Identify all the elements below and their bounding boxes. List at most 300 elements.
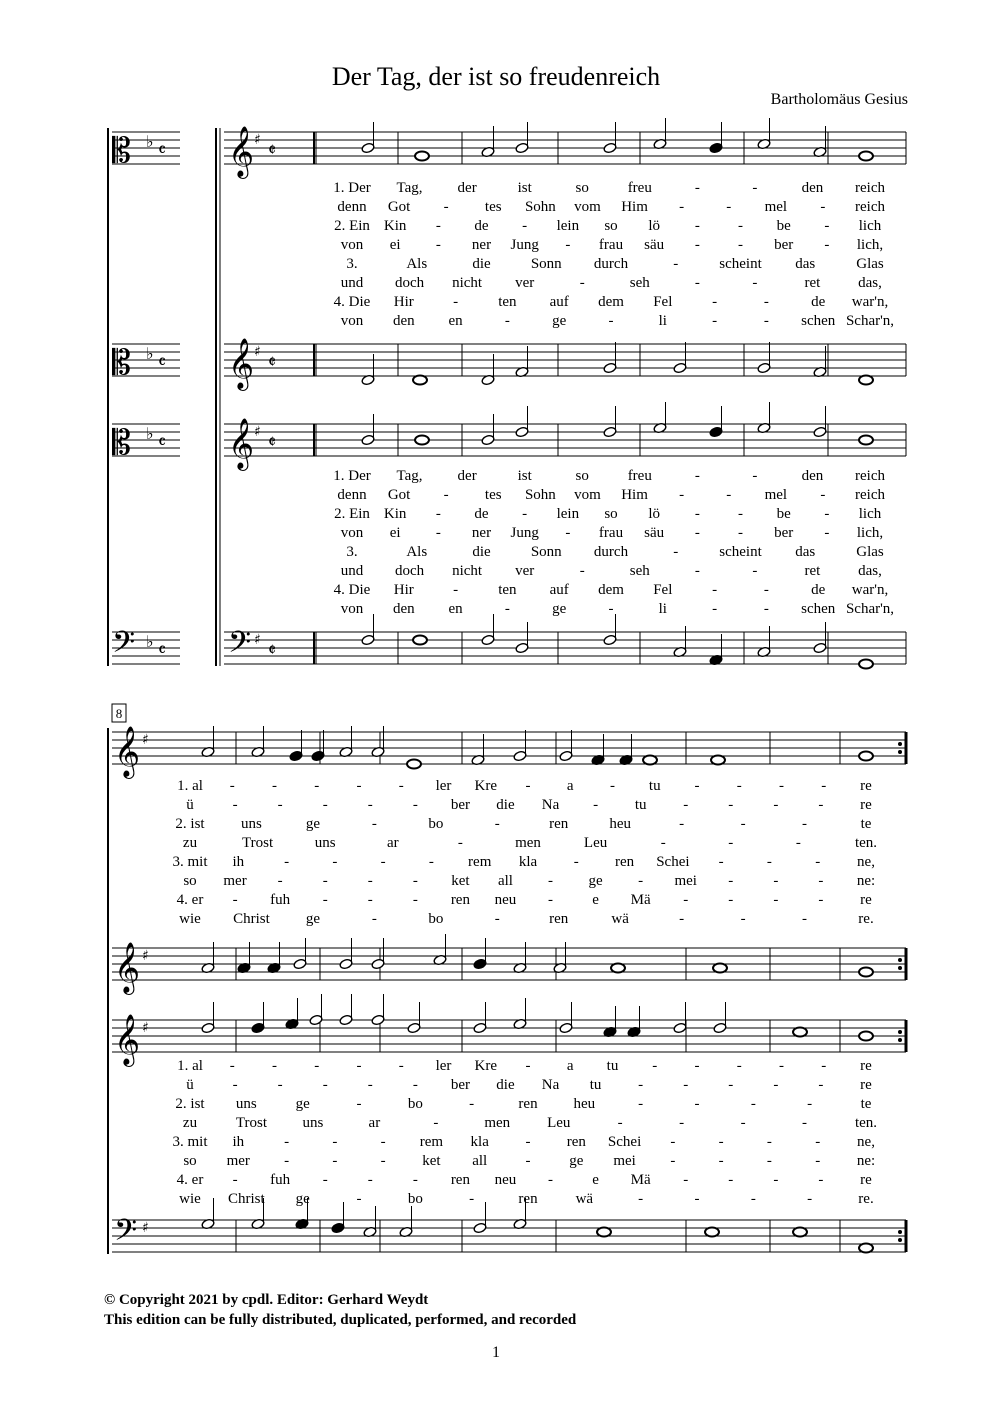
lyric-syllable: Sonn xyxy=(530,256,562,272)
lyric-syllable: wä xyxy=(575,1191,594,1207)
lyric-syllable: lö xyxy=(648,506,661,522)
note-head xyxy=(311,750,325,762)
note-head xyxy=(371,958,385,970)
lyric-syllable: von xyxy=(340,237,364,253)
g-clef-icon: 𝄞 xyxy=(114,1014,141,1065)
note xyxy=(339,994,353,1026)
lyric-syllable: Got xyxy=(387,199,411,215)
note xyxy=(603,406,617,438)
lyric-syllable: Schar'n, xyxy=(845,601,895,617)
lyric-syllable: - xyxy=(694,1096,700,1112)
lyric-syllable: schen xyxy=(801,313,836,329)
note xyxy=(513,998,527,1030)
lyric-syllable: - xyxy=(766,1153,772,1169)
note xyxy=(515,346,529,378)
note xyxy=(433,934,447,966)
note-head xyxy=(559,750,573,762)
lyric-syllable: tu xyxy=(634,797,647,813)
note xyxy=(757,626,771,658)
f-clef-icon: 𝄢 xyxy=(112,626,136,667)
lyric-syllable: durch xyxy=(593,544,629,560)
lyric-syllable: 2. ist xyxy=(175,816,205,832)
lyric-syllable: bo xyxy=(428,816,444,832)
lyric-syllable: mei xyxy=(613,1153,636,1169)
whole-note xyxy=(413,376,427,385)
note-head xyxy=(481,634,495,646)
lyric-syllable: den xyxy=(801,468,824,484)
note xyxy=(481,614,495,646)
lyric-syllable: - xyxy=(380,1153,386,1169)
lyric-syllable: Na xyxy=(541,1077,560,1093)
note xyxy=(709,634,723,666)
note-head xyxy=(515,142,529,154)
lyric-syllable: der xyxy=(457,468,477,484)
lyric-syllable: - xyxy=(763,582,769,598)
lyric-syllable: fuh xyxy=(270,1172,291,1188)
lyric-syllable: ten. xyxy=(854,1115,878,1131)
lyric-syllable: - xyxy=(818,873,824,889)
lyric-syllable: - xyxy=(726,199,732,215)
lyric-syllable: - xyxy=(412,892,418,908)
note xyxy=(201,942,215,974)
note xyxy=(559,730,573,762)
lyric-syllable: seh xyxy=(629,275,650,291)
note xyxy=(713,1002,727,1034)
lyric-syllable: - xyxy=(694,778,700,794)
lyric-syllable: re. xyxy=(858,911,874,927)
note-head xyxy=(513,750,527,762)
lyric-syllable: be xyxy=(776,218,791,234)
lyric-syllable: - xyxy=(821,1058,827,1074)
lyric-syllable: mel xyxy=(764,487,788,503)
note xyxy=(813,346,827,378)
lyric-syllable: Hir xyxy=(393,294,414,310)
lyric-syllable: so xyxy=(575,180,589,196)
lyric-syllable: Trost xyxy=(242,835,274,851)
g-clef-icon: 𝄞 xyxy=(114,726,141,777)
lyric-syllable: - xyxy=(773,892,779,908)
lyric-syllable: - xyxy=(504,601,510,617)
lyric-syllable: ren xyxy=(549,816,569,832)
lyric-syllable: - xyxy=(694,468,700,484)
lyric-syllable: a xyxy=(566,778,574,794)
lyric-syllable: - xyxy=(824,525,830,541)
lyric-syllable: ner xyxy=(471,525,492,541)
lyric-syllable: Fel xyxy=(653,294,673,310)
lyric-syllable: - xyxy=(322,873,328,889)
lyric-syllable: von xyxy=(340,601,364,617)
lyric-syllable: ren xyxy=(450,892,470,908)
lyric-syllable: Als xyxy=(406,544,428,560)
g-clef-icon: 𝄞 xyxy=(228,338,255,389)
lyric-syllable: re xyxy=(860,797,872,813)
lyric-syllable: uns xyxy=(314,835,336,851)
lyric-syllable: - xyxy=(617,1115,623,1131)
lyric-syllable: mei xyxy=(674,873,697,889)
whole-note xyxy=(711,756,725,765)
lyric-syllable: - xyxy=(807,1096,813,1112)
lyric-syllable: - xyxy=(712,313,718,329)
lyric-syllable: 3. mit xyxy=(172,1134,208,1150)
note-head xyxy=(201,1022,215,1034)
footer xyxy=(104,1290,576,1330)
clefs xyxy=(112,126,276,1255)
lyric-syllable: - xyxy=(820,487,826,503)
note xyxy=(371,994,385,1026)
lyric-syllable: schen xyxy=(801,601,836,617)
lyric-syllable: en xyxy=(448,313,463,329)
lyric-syllable: Christ xyxy=(233,911,270,927)
note xyxy=(237,942,251,974)
lyric-syllable: das xyxy=(795,256,816,272)
f-clef-icon: 𝄢 xyxy=(228,626,252,667)
lyric-syllable: uns xyxy=(302,1115,324,1131)
lyric-syllable: tu xyxy=(606,1058,619,1074)
lyric-syllable: ü xyxy=(186,1077,194,1093)
lyric-syllable: die xyxy=(496,1077,515,1093)
lyric-syllable: kla xyxy=(470,1134,489,1150)
repeat-dot xyxy=(899,1231,902,1234)
lyric-syllable: e xyxy=(592,892,599,908)
lyric-syllable: Sonn xyxy=(530,544,562,560)
lyric-syllable: doch xyxy=(394,275,425,291)
note xyxy=(709,122,723,154)
lyric-syllable: - xyxy=(548,892,554,908)
lyric-syllable: - xyxy=(608,313,614,329)
note xyxy=(399,1206,413,1238)
repeat-dot xyxy=(899,743,902,746)
lyric-syllable: ber xyxy=(450,1077,470,1093)
lyric-syllable: 1. al xyxy=(177,778,203,794)
lyric-syllable: ih xyxy=(232,1134,245,1150)
note-head xyxy=(473,1222,487,1234)
lyric-syllable: - xyxy=(284,1153,290,1169)
lyric-syllable: ge xyxy=(295,1191,310,1207)
lyric-syllable: - xyxy=(435,506,441,522)
lyric-syllable: Schei xyxy=(607,1134,642,1150)
lyric-syllable: - xyxy=(565,525,571,541)
lyric-syllable: - xyxy=(738,237,743,253)
note-head xyxy=(559,1022,573,1034)
note xyxy=(285,998,299,1030)
repeat-dot xyxy=(899,959,902,962)
lyric-syllable: lein xyxy=(556,218,580,234)
lyric-syllable: - xyxy=(773,797,779,813)
lyric-syllable: - xyxy=(565,237,571,253)
lyric-syllable: - xyxy=(694,237,700,253)
lyric-syllable: ret xyxy=(804,563,821,579)
sharp-icon: ♯ xyxy=(142,1220,149,1236)
lyric-syllable: - xyxy=(683,797,689,813)
lyric-syllable: 3. mit xyxy=(172,854,208,870)
whole-note xyxy=(643,756,657,765)
lyric-syllable: scheint xyxy=(719,256,762,272)
lyric-syllable: ge xyxy=(305,816,320,832)
lyric-syllable: - xyxy=(277,1077,283,1093)
lyric-syllable: ren xyxy=(450,1172,470,1188)
lyric-syllable: ei xyxy=(389,525,401,541)
flat-icon: ♭ xyxy=(146,632,154,651)
lyric-syllable: ne: xyxy=(856,1153,876,1169)
lyric-syllable: und xyxy=(340,563,364,579)
flat-icon: ♭ xyxy=(146,132,154,151)
lyric-syllable: - xyxy=(718,1153,724,1169)
note-head xyxy=(361,142,375,154)
note xyxy=(473,1202,487,1234)
note xyxy=(289,730,303,762)
note xyxy=(293,938,307,970)
note-head xyxy=(603,362,617,374)
lyric-syllable: - xyxy=(670,1134,676,1150)
lyric-syllable: von xyxy=(340,313,364,329)
lyric-syllable: men xyxy=(484,1115,511,1131)
lyric-syllable: reich xyxy=(855,487,885,503)
lyric-syllable: Mä xyxy=(630,1172,651,1188)
lyric-syllable: doch xyxy=(394,563,425,579)
lyric-syllable: - xyxy=(728,873,734,889)
lyric-syllable: - xyxy=(679,816,685,832)
sharp-icon: ♯ xyxy=(254,132,261,148)
lyric-syllable: - xyxy=(679,199,685,215)
lyric-syllable: - xyxy=(525,1058,531,1074)
whole-note xyxy=(859,436,873,445)
lyric-syllable: Christ xyxy=(227,1191,265,1207)
lyric-syllable: - xyxy=(494,816,500,832)
note xyxy=(673,626,687,658)
lyric-syllable: reich xyxy=(855,199,885,215)
lyric-syllable: ler xyxy=(435,778,452,794)
lyric-syllable: war'n, xyxy=(851,582,889,598)
f-clef-icon: 𝄢 xyxy=(114,1214,138,1255)
lyric-syllable: - xyxy=(670,1153,676,1169)
note-head xyxy=(339,1014,353,1026)
note xyxy=(361,414,375,446)
lyric-syllable: ner xyxy=(471,237,492,253)
lyric-syllable: ren xyxy=(518,1096,538,1112)
lyric-syllable: tes xyxy=(484,487,502,503)
lyric-syllable: - xyxy=(738,525,743,541)
lyric-syllable: Leu xyxy=(583,835,608,851)
note xyxy=(653,118,667,150)
notes xyxy=(201,118,876,1253)
lyric-syllable: - xyxy=(773,1077,779,1093)
note xyxy=(331,1202,345,1234)
lyric-syllable: ist xyxy=(517,468,532,484)
lyric-syllable: den xyxy=(392,313,415,329)
lyric-syllable: - xyxy=(763,313,769,329)
note xyxy=(473,1002,487,1034)
g-clef-icon: 𝄞 xyxy=(228,126,255,177)
lyric-syllable: - xyxy=(433,1115,439,1131)
lyric-syllable: reich xyxy=(855,468,885,484)
whole-note xyxy=(793,1228,807,1237)
lyric-syllable: uns xyxy=(241,816,262,832)
lyric-syllable: all xyxy=(472,1153,488,1169)
lyric-syllable: - xyxy=(443,199,449,215)
note xyxy=(361,354,375,386)
lyric-syllable: - xyxy=(815,854,821,870)
lyric-syllable: die xyxy=(472,544,491,560)
common-time-icon: 𝄴 xyxy=(158,640,167,661)
lyric-syllable: ren xyxy=(549,911,569,927)
lyric-syllable: - xyxy=(802,911,808,927)
lyric-syllable: vom xyxy=(574,199,601,215)
note xyxy=(813,406,827,438)
lyric-syllable: bo xyxy=(428,911,444,927)
lyric-syllable: wie xyxy=(179,911,201,927)
lyric-syllable: heu xyxy=(573,1096,596,1112)
lyric-syllable: re. xyxy=(858,1191,874,1207)
note-head xyxy=(339,958,353,970)
lyric-syllable: 4. Die xyxy=(333,582,371,598)
lyric-syllable: - xyxy=(435,525,441,541)
lyric-syllable: - xyxy=(229,1058,235,1074)
note xyxy=(813,622,827,654)
lyric-syllable: - xyxy=(356,778,362,794)
note xyxy=(371,726,385,758)
lyric-syllable: Schar'n, xyxy=(845,313,895,329)
lyric-syllable: ren xyxy=(566,1134,586,1150)
lyric-syllable: - xyxy=(232,797,238,813)
whole-note xyxy=(611,964,625,973)
lyric-syllable: - xyxy=(277,873,283,889)
lyric-syllable: ver xyxy=(515,275,535,291)
lyric-syllable: tes xyxy=(484,199,502,215)
note-head xyxy=(515,426,529,438)
note xyxy=(201,1002,215,1034)
note xyxy=(515,406,529,438)
lyric-syllable: - xyxy=(322,797,328,813)
note xyxy=(603,122,617,154)
lyric-syllable: - xyxy=(314,778,320,794)
lyric-syllable: so xyxy=(604,506,618,522)
note-head xyxy=(473,1022,487,1034)
whole-note xyxy=(415,436,429,445)
lyric-syllable: lich xyxy=(858,506,882,522)
lyric-syllable: Sohn xyxy=(524,199,556,215)
lyric-syllable: ih xyxy=(232,854,245,870)
note xyxy=(481,126,495,158)
lyric-syllable: so xyxy=(183,873,197,889)
lyric-syllable: - xyxy=(638,1096,644,1112)
lyric-syllable: Sohn xyxy=(524,487,556,503)
lyric-syllable: ge xyxy=(552,313,567,329)
lyric-syllable: - xyxy=(728,1077,734,1093)
lyric-syllable: - xyxy=(824,237,830,253)
note xyxy=(201,1198,215,1230)
lyric-syllable: - xyxy=(272,1058,277,1074)
sharp-icon: ♯ xyxy=(254,424,261,440)
lyric-syllable: - xyxy=(694,525,700,541)
sharp-icon: ♯ xyxy=(254,632,261,648)
note xyxy=(673,1002,687,1034)
note xyxy=(515,622,529,654)
lyric-syllable: ber xyxy=(450,797,470,813)
lyric-syllable: ber xyxy=(774,525,794,541)
note-head xyxy=(673,362,687,374)
lyric-syllable: - xyxy=(683,1077,689,1093)
lyric-syllable: - xyxy=(683,892,689,908)
lyric-syllable: mel xyxy=(764,199,788,215)
lyric-syllable: auf xyxy=(549,582,569,598)
lyric-syllable: das, xyxy=(858,563,882,579)
note xyxy=(591,734,605,766)
lyric-syllable: - xyxy=(818,797,824,813)
cut-time-icon: 𝄵 xyxy=(268,432,277,453)
lyric-syllable: - xyxy=(573,854,579,870)
lyric-syllable: bo xyxy=(407,1096,423,1112)
lyric-syllable: ge xyxy=(295,1096,310,1112)
cut-time-icon: 𝄵 xyxy=(268,140,277,161)
lyric-syllable: - xyxy=(728,892,734,908)
note-head xyxy=(361,434,375,446)
lyric-syllable: - xyxy=(610,778,615,794)
lyric-syllable: - xyxy=(820,199,826,215)
lyric-syllable: - xyxy=(740,911,746,927)
lyric-syllable: freu xyxy=(627,180,652,196)
lyric-syllable: - xyxy=(457,835,463,851)
lyric-syllable: - xyxy=(272,778,277,794)
whole-note xyxy=(415,152,429,161)
lyric-syllable: ren xyxy=(518,1191,538,1207)
lyric-syllable: - xyxy=(435,237,441,253)
lyric-syllable: Fel xyxy=(653,582,673,598)
note xyxy=(201,726,215,758)
lyric-syllable: ne: xyxy=(856,873,876,889)
lyric-syllable: - xyxy=(229,778,235,794)
cut-time-icon: 𝄵 xyxy=(268,640,277,661)
lyric-syllable: - xyxy=(673,256,679,272)
lyric-syllable: - xyxy=(815,1153,821,1169)
lyric-syllable: dem xyxy=(598,294,624,310)
lyric-syllable: - xyxy=(367,1077,373,1093)
whole-note xyxy=(597,1228,611,1237)
lyric-syllable: frau xyxy=(598,525,624,541)
lyric-syllable: - xyxy=(818,892,824,908)
whole-note xyxy=(705,1228,719,1237)
lyric-syllable: ket xyxy=(451,873,470,889)
lyric-syllable: - xyxy=(332,1153,338,1169)
lyric-syllable: - xyxy=(398,778,404,794)
repeat-dot xyxy=(899,1031,902,1034)
lyric-syllable: - xyxy=(752,275,758,291)
lyric-syllable: mer xyxy=(226,1153,250,1169)
lyric-syllable: 2. Ein xyxy=(334,506,370,522)
note xyxy=(363,1206,377,1238)
whole-note xyxy=(859,660,873,669)
lyric-syllable: säu xyxy=(644,237,665,253)
lyric-syllable: ü xyxy=(186,797,194,813)
lyric-syllable: - xyxy=(766,854,772,870)
whole-note xyxy=(859,752,873,761)
lyric-syllable: - xyxy=(356,1096,362,1112)
whole-note xyxy=(793,1028,807,1037)
note xyxy=(471,734,485,766)
note xyxy=(619,734,633,766)
lyric-syllable: be xyxy=(776,506,791,522)
note xyxy=(371,938,385,970)
note xyxy=(513,730,527,762)
note-head xyxy=(481,434,495,446)
sharp-icon: ♯ xyxy=(142,948,149,964)
lyric-syllable: - xyxy=(638,873,644,889)
note xyxy=(813,126,827,158)
note xyxy=(709,406,723,438)
note xyxy=(515,122,529,154)
repeat-dot xyxy=(899,751,902,754)
lyric-syllable: - xyxy=(807,1191,813,1207)
lyric-syllable: Glas xyxy=(856,544,884,560)
